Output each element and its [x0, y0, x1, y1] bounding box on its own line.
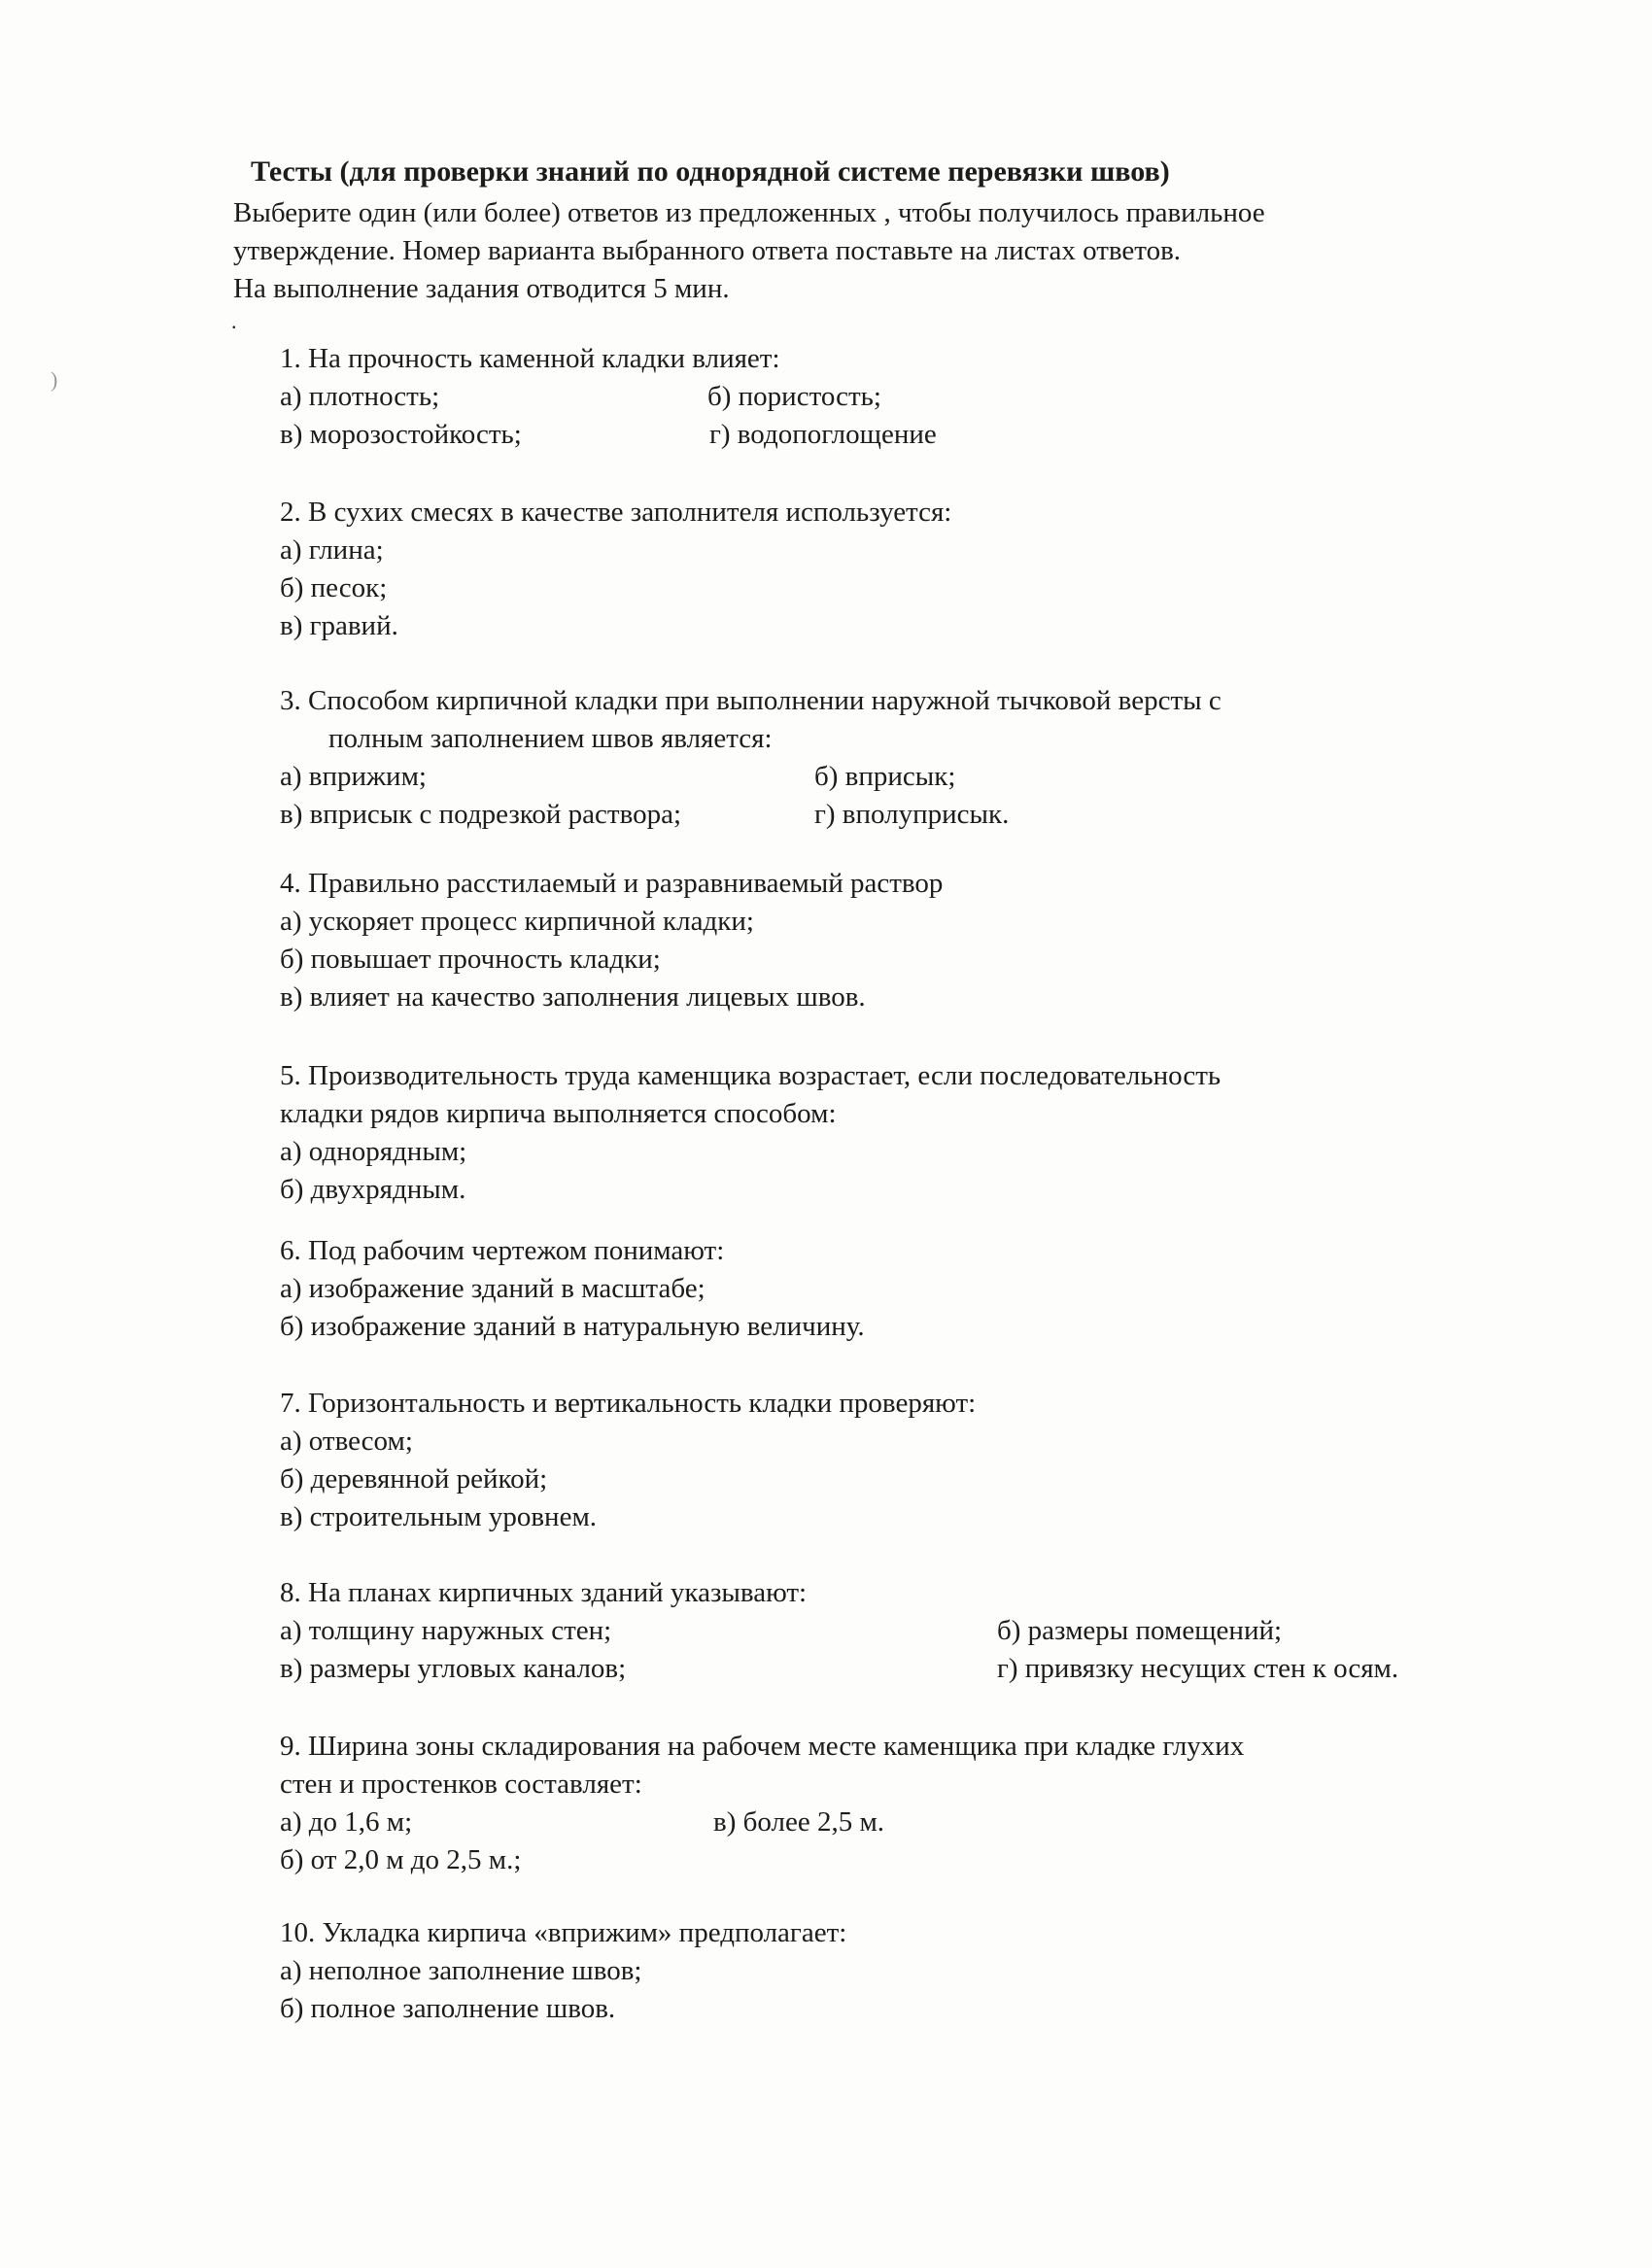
instruction-line: На выполнение задания отводится 5 мин.: [233, 273, 730, 304]
answer-option: г) вполуприсык.: [814, 799, 1010, 830]
question-text: 3. Способом кирпичной кладки при выполнении наружной тычковой версты с: [280, 685, 1222, 716]
question-text: стен и простенков составляет:: [280, 1769, 642, 1800]
answer-option: а) толщину наружных стен;: [280, 1615, 612, 1646]
answer-option: а) изображение зданий в масштабе;: [280, 1273, 706, 1304]
answer-option: г) привязку несущих стен к осям.: [997, 1653, 1399, 1684]
answer-row: [280, 1841, 1543, 1879]
answer-option: б) от 2,0 м до 2,5 м.;: [280, 1844, 522, 1875]
question-5: [280, 1057, 1543, 1209]
question-text: 2. В сухих смесях в качестве заполнителя используется:: [280, 497, 952, 528]
question-1: [280, 340, 1543, 454]
answer-option: б) полное заполнение швов.: [280, 1993, 616, 2024]
page-title: Тесты (для проверки знаний по однорядной системе перевязки швов): [251, 155, 1170, 188]
answer-row: [280, 941, 1543, 979]
answer-option: а) вприжим;: [280, 761, 427, 792]
instructions: [233, 194, 1497, 308]
question-text: 6. Под рабочим чертежом понимают:: [280, 1235, 725, 1266]
answer-option: в) вприсык с подрезкой раствора;: [280, 799, 681, 830]
question-text: 9. Ширина зоны складирования на рабочем месте каменщика при кладке глухих: [280, 1731, 1245, 1762]
answer-option: б) вприсык;: [814, 761, 956, 792]
instruction-line: Выберите один (или более) ответов из предложенных , чтобы получилось правильное: [233, 197, 1265, 228]
answer-row: [280, 1270, 1543, 1308]
answer-option: б) изображение зданий в натуральную величину.: [280, 1311, 865, 1342]
question-text: 8. На планах кирпичных зданий указывают:: [280, 1577, 808, 1608]
question-text: 10. Укладка кирпича «вприжим» предполагает:: [280, 1917, 847, 1948]
answer-row: [280, 1460, 1543, 1498]
question-10: [280, 1914, 1543, 2028]
answer-option: в) строительным уровнем.: [280, 1501, 598, 1532]
question-text: 1. На прочность каменной кладки влияет:: [280, 343, 780, 374]
answer-row: [280, 532, 1543, 569]
answer-row: [280, 416, 1543, 454]
answer-option: а) однорядным;: [280, 1136, 467, 1167]
answer-row: [280, 1498, 1543, 1536]
answer-row: [280, 569, 1543, 607]
answer-row: [280, 1804, 1543, 1841]
answer-option: б) размеры помещений;: [997, 1615, 1283, 1646]
answer-row: [280, 1171, 1543, 1209]
answer-option: а) отвесом;: [280, 1426, 413, 1457]
question-text: 7. Горизонтальность и вертикальность кладки проверяют:: [280, 1388, 977, 1419]
question-7: [280, 1385, 1543, 1536]
answer-row: [280, 1612, 1543, 1650]
answer-option: б) повышает прочность кладки;: [280, 944, 661, 975]
answer-option: б) деревянной рейкой;: [280, 1463, 548, 1495]
answer-row: [280, 1990, 1543, 2028]
answer-row: [280, 607, 1543, 645]
question-3: [280, 682, 1543, 834]
answer-option: б) пористость;: [707, 381, 881, 412]
answer-row: [280, 796, 1543, 834]
answer-row: [280, 1952, 1543, 1990]
stray-dot: .: [231, 309, 237, 333]
answer-row: [280, 1133, 1543, 1171]
question-text: 4. Правильно расстилаемый и разравниваемый раствор: [280, 868, 944, 899]
answer-option: а) глина;: [280, 534, 384, 566]
answer-option: г) водопоглощение: [709, 419, 937, 450]
instruction-line: утверждение. Номер варианта выбранного ответа поставьте на листах ответов.: [233, 235, 1182, 266]
answer-option: а) неполное заполнение швов;: [280, 1955, 642, 1986]
answer-option: в) влияет на качество заполнения лицевых швов.: [280, 981, 866, 1013]
answer-row: [280, 1423, 1543, 1460]
scan-mark-icon: ): [51, 367, 58, 392]
answer-row: [280, 378, 1543, 416]
answer-option: а) ускоряет процесс кирпичной кладки;: [280, 906, 754, 937]
question-text: кладки рядов кирпича выполняется способом:: [280, 1098, 837, 1129]
answer-option: а) до 1,6 м;: [280, 1806, 413, 1838]
answer-row: [280, 1650, 1543, 1688]
question-8: [280, 1574, 1543, 1688]
question-9: [280, 1728, 1543, 1879]
answer-option: в) более 2,5 м.: [713, 1806, 885, 1838]
answer-row: [280, 758, 1543, 796]
question-4: [280, 865, 1543, 1016]
answer-option: в) морозостойкость;: [280, 419, 522, 450]
answer-row: [280, 1308, 1543, 1346]
answer-option: б) песок;: [280, 572, 388, 603]
answer-row: [280, 979, 1543, 1016]
answer-option: б) двухрядным.: [280, 1174, 466, 1205]
question-text: полным заполнением швов является:: [328, 723, 773, 754]
answer-option: в) размеры угловых каналов;: [280, 1653, 627, 1684]
answer-option: в) гравий.: [280, 610, 398, 641]
answer-row: [280, 903, 1543, 941]
question-6: [280, 1232, 1543, 1346]
question-text: 5. Производительность труда каменщика возрастает, если последовательность: [280, 1060, 1222, 1091]
question-2: [280, 494, 1543, 645]
answer-option: а) плотность;: [280, 381, 440, 412]
